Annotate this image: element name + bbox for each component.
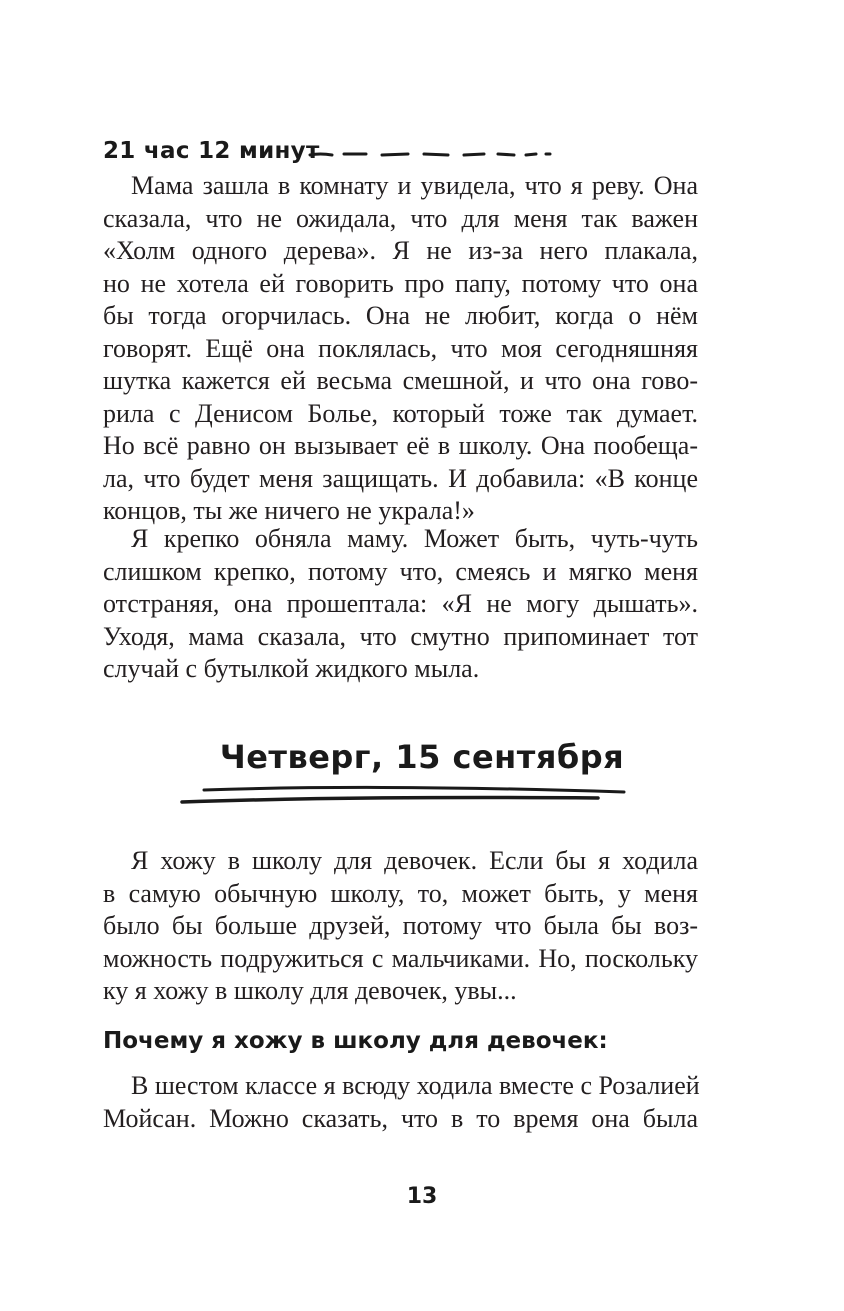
text-line: бы тогда огорчилась. Она не любит, когда о нём <box>103 301 698 330</box>
text-line: рила с Денисом Болье, который тоже так думает. <box>103 398 698 428</box>
entry2-paragraph2 <box>103 1070 698 1135</box>
text-line: Мойсан. Можно сказать, что в то время она была <box>103 1103 698 1133</box>
text-line: шутка кажется ей весьма смешной, и что она гово- <box>103 366 698 395</box>
time-heading: 21 час 12 минут <box>103 138 320 164</box>
text-line: Я хожу в школу для девочек. Если бы я ходила <box>131 846 698 875</box>
text-line: концов, ты же ничего не украла!» <box>103 496 475 525</box>
text-line: отстраняя, она прошептала: «Я не могу дышать». <box>103 589 698 618</box>
text-line: можность подружиться с мальчиками. Но, поскольку <box>103 943 698 973</box>
entry1-paragraph2 <box>103 523 698 686</box>
text-line: В шестом классе я всюду ходила вместе с Розалией <box>131 1071 700 1100</box>
dashed-line-decoration <box>308 147 553 161</box>
text-line: «Холм одного дерева». Я не из-за него плакала, <box>103 236 698 265</box>
text-line: Мама зашла в комнату и увидела, что я реву. Она <box>131 171 698 200</box>
entry1-paragraph1 <box>103 170 698 528</box>
text-line: Я крепко обняла маму. Может быть, чуть-чуть <box>131 524 698 553</box>
text-line: ла, что будет меня защищать. И добавила: «В конце <box>103 463 698 493</box>
text-line: Но всё равно он вызывает её в школу. Она пообеща- <box>103 431 698 460</box>
text-line: ку я хожу в школу для девочек, увы... <box>103 976 517 1005</box>
text-line: говорят. Ещё она поклялась, что моя сегодняшняя <box>103 333 698 363</box>
heading-underline-decoration <box>178 782 628 806</box>
text-line: слишком крепко, потому что, смеясь и мягко меня <box>103 556 698 586</box>
text-line: Уходя, мама сказала, что смутно припоминает тот <box>103 621 698 651</box>
text-line: случай с бутылкой жидкого мыла. <box>103 654 480 683</box>
text-line: сказала, что не ожидала, что для меня так важен <box>103 203 698 233</box>
date-heading: Четверг, 15 сентября <box>219 738 625 776</box>
sub-heading: Почему я хожу в школу для девочек: <box>103 1028 608 1054</box>
entry2-paragraph1 <box>103 845 698 1008</box>
text-line: в самую обычную школу, то, может быть, у меня <box>103 878 698 908</box>
page-number: 13 <box>406 1184 438 1209</box>
text-line: но не хотела ей говорить про папу, потому что она <box>103 268 698 298</box>
text-line: было бы больше друзей, потому что была бы воз- <box>103 911 698 940</box>
